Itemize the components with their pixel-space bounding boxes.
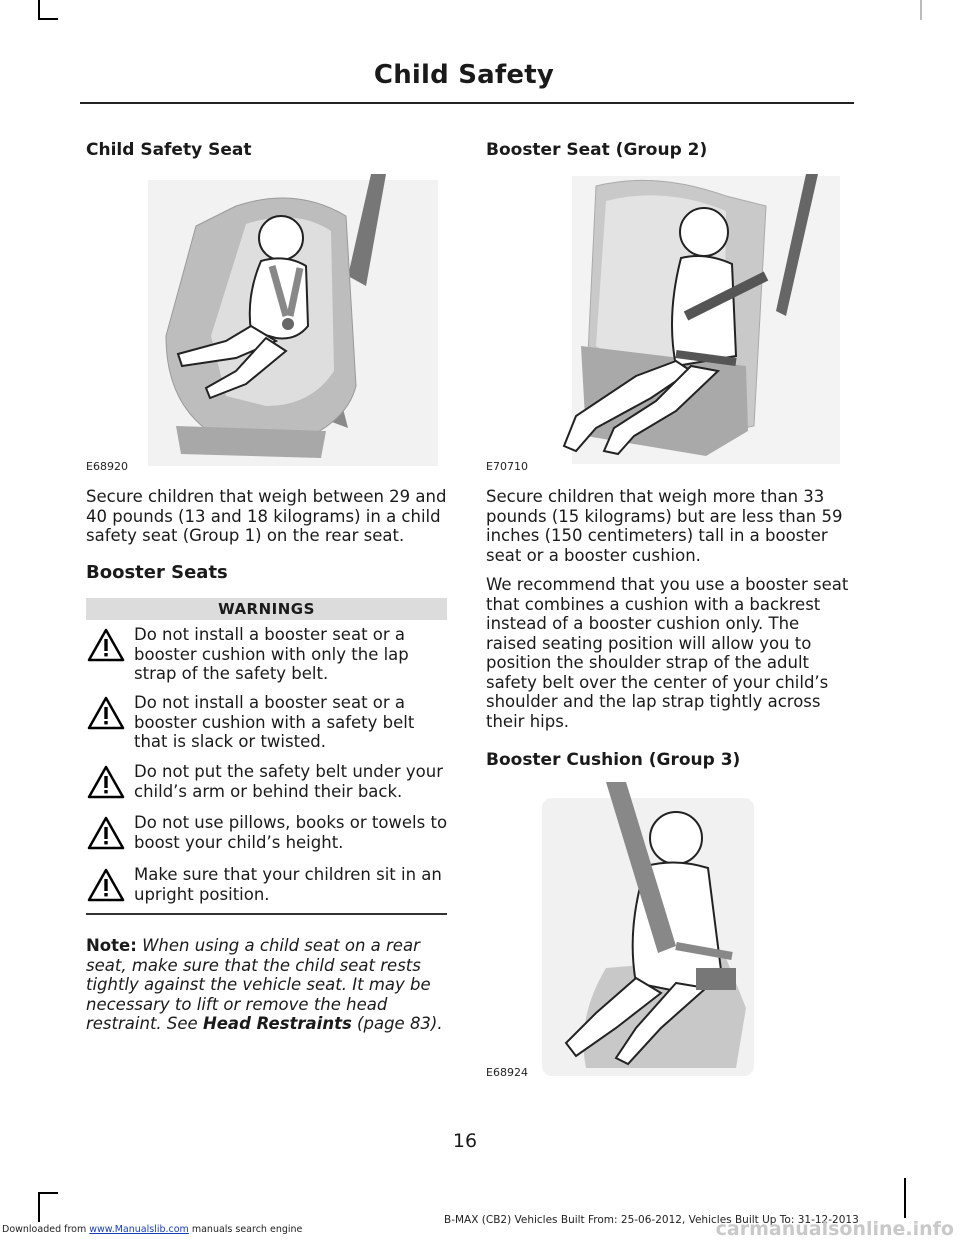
page-title: Child Safety [373,60,554,90]
download-suffix: manuals search engine [191,1224,303,1235]
booster-seat-heading: Booster Seat (Group 2) [486,140,708,160]
crop-mark [904,1178,906,1218]
child-safety-seat-heading: Child Safety Seat [86,140,252,160]
note-paragraph [86,936,448,1034]
watermark: carmanualsonline.info [715,1218,954,1240]
booster-cushion-heading: Booster Cushion (Group 3) [486,750,741,770]
page-number: 16 [452,1130,478,1152]
figure-code: E68920 [86,460,128,473]
crop-mark [38,0,40,20]
crop-mark [38,1192,58,1194]
warning-text: Do not install a booster seat or a booster cushion with a safety belt that is slack or twisted. [134,693,415,751]
header-rule [80,102,854,104]
warning-triangle-icon [86,815,126,851]
warning-text: Do not install a booster seat or a booster cushion with only the lap strap of the safety belt. [134,625,409,683]
crop-mark [38,1192,40,1222]
child-safety-seat-text: Secure children that weigh between 29 and 40 pounds (13 and 18 kilograms) in a child safety seat (Group 1) on the rear seat. [86,487,447,545]
note-text: When using a child seat on a rear seat, make sure that the child seat rests tightly against the vehicle seat. It may be necessary to lift or remove the head restraint. See [86,936,431,1033]
warnings-rule [86,913,447,915]
warnings-title: WARNINGS [86,598,447,620]
figure-code: E70710 [486,460,528,473]
warning-triangle-icon [86,627,126,663]
crop-mark [920,0,922,20]
warning-triangle-icon [86,695,126,731]
booster-seat-figure [486,166,848,474]
warning-text: Do not use pillows, books or towels to boost your child’s height. [134,813,448,852]
warning-triangle-icon [86,764,126,800]
crop-mark [38,18,58,20]
note-label: Note: [86,936,137,955]
manualslib-link[interactable]: www.Manualslib.com [89,1224,189,1235]
figure-code: E68924 [486,1066,528,1079]
download-prefix: Downloaded from [2,1224,87,1235]
booster-recommendation-text: We recommend that you use a booster seat that combines a cushion with a backrest instead of a booster cushion only. The raised seating position will allow you to position the shoulder strap of the adult safety belt over the center of your child’s shoulder and the lap strap tightly across their hips. [486,575,849,731]
note-page-ref: (page 83). [357,1014,443,1033]
head-restraints-link[interactable]: Head Restraints [202,1014,352,1033]
booster-cushion-figure [486,778,848,1080]
download-notice [2,1224,302,1235]
warning-text: Do not put the safety belt under your child’s arm or behind their back. [134,762,444,801]
booster-seat-text: Secure children that weigh more than 33 pounds (15 kilograms) but are less than 59 inches (150 centimeters) tall in a booster seat or a booster cushion. [486,487,843,565]
warning-triangle-icon [86,867,126,903]
vehicle-info: B-MAX (CB2) Vehicles Built From: 25-06-2012, Vehicles Built Up To: 31-12-2013 [444,1214,859,1226]
booster-seats-heading: Booster Seats [86,562,228,583]
child-safety-seat-figure [86,166,448,474]
warning-text: Make sure that your children sit in an upright position. [134,865,442,904]
